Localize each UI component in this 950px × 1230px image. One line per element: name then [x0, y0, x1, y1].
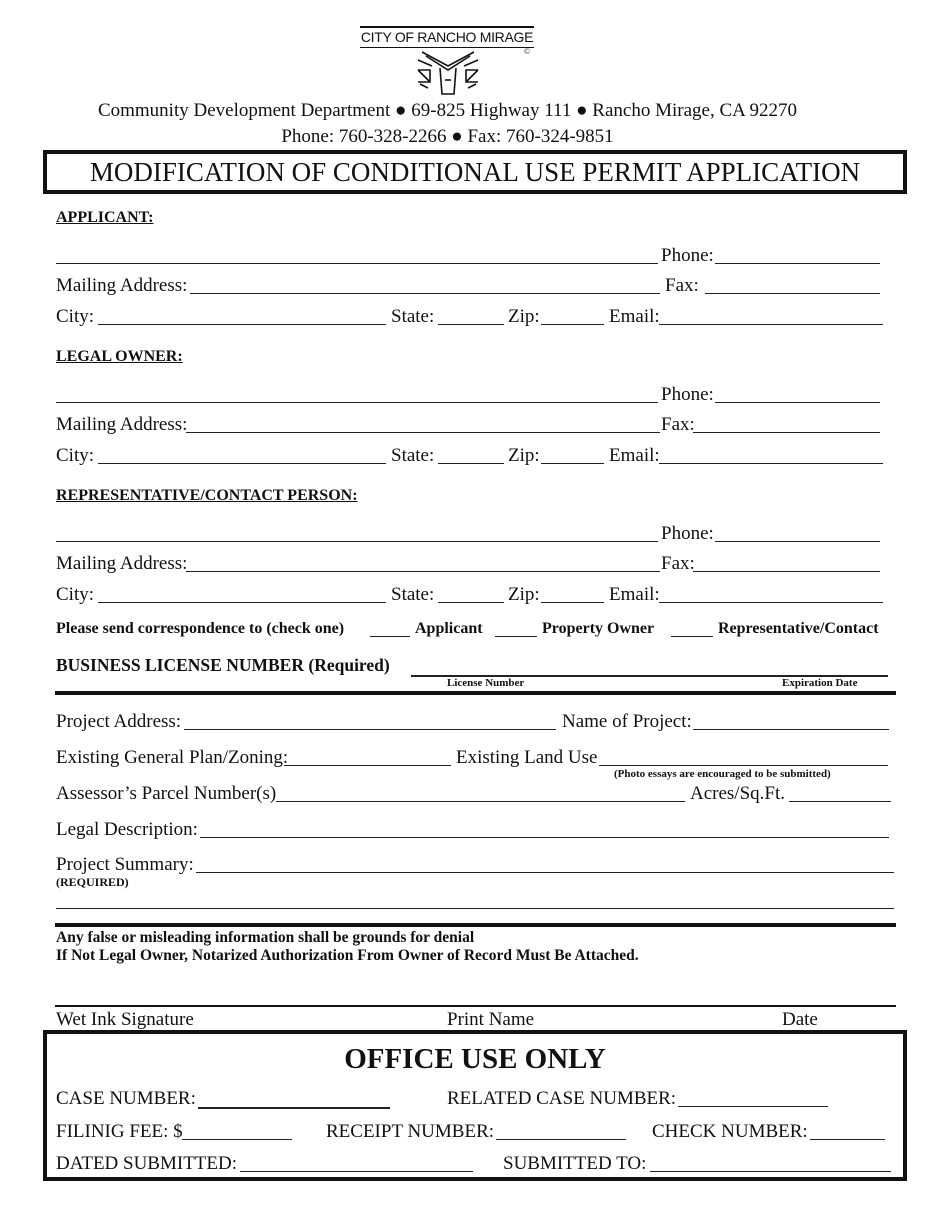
logo-copyright: © — [524, 47, 531, 56]
owner-state-field[interactable] — [438, 463, 504, 464]
project-summary-field-2[interactable] — [56, 908, 894, 909]
apn-field[interactable] — [276, 801, 685, 802]
owner-zip-label: Zip: — [508, 445, 540, 466]
city-logo — [360, 26, 536, 100]
legal-description-label: Legal Description: — [56, 819, 198, 840]
ram-emblem-icon — [412, 48, 484, 98]
license-number-caption: License Number — [447, 677, 525, 689]
applicant-mailing-label: Mailing Address: — [56, 275, 188, 296]
land-use-field[interactable] — [599, 765, 888, 766]
business-license-label: BUSINESS LICENSE NUMBER (Required) — [56, 655, 390, 675]
project-summary-required: (REQUIRED) — [56, 875, 129, 889]
applicant-email-field[interactable] — [659, 324, 883, 325]
rep-email-label: Email: — [609, 584, 660, 605]
owner-email-field[interactable] — [659, 463, 883, 464]
rep-state-label: State: — [391, 584, 435, 605]
rep-mailing-field[interactable] — [186, 571, 660, 572]
rep-mailing-label: Mailing Address: — [56, 553, 188, 574]
check-number-field[interactable] — [810, 1139, 885, 1140]
correspondence-rep-check[interactable] — [671, 636, 713, 637]
representative-heading: REPRESENTATIVE/CONTACT PERSON: — [56, 487, 358, 504]
rep-city-field[interactable] — [98, 602, 386, 603]
related-case-label: RELATED CASE NUMBER: — [447, 1088, 677, 1109]
rep-name-field[interactable] — [56, 541, 658, 542]
print-name-label: Print Name — [447, 1009, 535, 1030]
correspondence-owner-label: Property Owner — [542, 620, 655, 637]
rep-zip-field[interactable] — [541, 602, 604, 603]
applicant-zip-field[interactable] — [541, 324, 604, 325]
rep-zip-label: Zip: — [508, 584, 540, 605]
applicant-fax-label: Fax: — [665, 275, 699, 296]
applicant-fax-field[interactable] — [705, 293, 880, 294]
legal-owner-heading: LEGAL OWNER: — [56, 348, 183, 365]
warning-divider — [55, 923, 896, 927]
correspondence-owner-check[interactable] — [495, 636, 537, 637]
project-name-label: Name of Project: — [562, 711, 692, 732]
project-address-label: Project Address: — [56, 711, 182, 732]
owner-mailing-label: Mailing Address: — [56, 414, 188, 435]
project-summary-label: Project Summary: — [56, 854, 194, 875]
submitted-to-label: SUBMITTED TO: — [503, 1153, 647, 1174]
owner-mailing-field[interactable] — [186, 432, 660, 433]
applicant-phone-field[interactable] — [715, 263, 880, 264]
correspondence-applicant-check[interactable] — [370, 636, 410, 637]
owner-state-label: State: — [391, 445, 435, 466]
owner-zip-field[interactable] — [541, 463, 604, 464]
zoning-field[interactable] — [284, 765, 451, 766]
expiration-date-caption: Expiration Date — [782, 677, 858, 689]
office-use-title: OFFICE USE ONLY — [344, 1043, 606, 1075]
acres-label: Acres/Sq.Ft. — [690, 783, 785, 804]
project-name-field[interactable] — [693, 729, 889, 730]
title-box — [43, 150, 907, 194]
receipt-number-label: RECEIPT NUMBER: — [326, 1121, 495, 1142]
applicant-state-label: State: — [391, 306, 435, 327]
applicant-name-field[interactable] — [56, 263, 658, 264]
signature-label: Wet Ink Signature — [56, 1009, 194, 1030]
case-number-field[interactable] — [198, 1107, 390, 1109]
signature-line[interactable] — [55, 1005, 896, 1007]
photo-essay-note: (Photo essays are encouraged to be submitted) — [614, 768, 831, 780]
rep-phone-label: Phone: — [661, 523, 714, 544]
department-phone: Phone: 760-328-2266 ● Fax: 760-324-9851 — [281, 126, 614, 147]
logo-text: CITY OF RANCHO MIRAGE — [360, 29, 534, 45]
filing-fee-field[interactable] — [182, 1139, 292, 1140]
applicant-zip-label: Zip: — [508, 306, 540, 327]
form-title: MODIFICATION OF CONDITIONAL USE PERMIT APPLICATION — [89, 157, 861, 187]
rep-city-label: City: — [56, 584, 95, 605]
rep-fax-field[interactable] — [693, 571, 880, 572]
land-use-label: Existing Land Use — [456, 747, 598, 768]
applicant-city-field[interactable] — [98, 324, 386, 325]
case-number-label: CASE NUMBER: — [56, 1088, 196, 1109]
applicant-city-label: City: — [56, 306, 95, 327]
owner-fax-field[interactable] — [693, 432, 880, 433]
rep-state-field[interactable] — [438, 602, 504, 603]
owner-email-label: Email: — [609, 445, 660, 466]
warning-line-2: If Not Legal Owner, Notarized Authorization From Owner of Record Must Be Attached. — [56, 947, 639, 964]
section-divider — [55, 691, 896, 695]
date-submitted-field[interactable] — [240, 1171, 473, 1172]
applicant-heading: APPLICANT: — [56, 209, 154, 226]
correspondence-rep-label: Representative/Contact — [718, 620, 879, 637]
warning-line-1: Any false or misleading information shall be grounds for denial — [56, 929, 475, 946]
legal-description-field[interactable] — [200, 837, 889, 838]
correspondence-applicant-label: Applicant — [415, 620, 483, 637]
zoning-label: Existing General Plan/Zoning: — [56, 747, 289, 768]
department-address: Community Development Department ● 69-825 Highway 111 ● Rancho Mirage, CA 92270 — [97, 100, 798, 121]
rep-phone-field[interactable] — [715, 541, 880, 542]
filing-fee-label: FILINIG FEE: $ — [56, 1121, 183, 1142]
apn-label: Assessor’s Parcel Number(s) — [56, 783, 277, 804]
project-summary-field[interactable] — [196, 872, 894, 873]
project-address-field[interactable] — [184, 729, 556, 730]
related-case-field[interactable] — [678, 1106, 828, 1107]
date-submitted-label: DATED SUBMITTED: — [56, 1153, 238, 1174]
acres-field[interactable] — [789, 801, 891, 802]
rep-email-field[interactable] — [659, 602, 883, 603]
owner-name-field[interactable] — [56, 402, 658, 403]
applicant-email-label: Email: — [609, 306, 660, 327]
owner-phone-field[interactable] — [715, 402, 880, 403]
owner-phone-label: Phone: — [661, 384, 714, 405]
check-number-label: CHECK NUMBER: — [652, 1121, 808, 1142]
owner-city-field[interactable] — [98, 463, 386, 464]
owner-fax-label: Fax: — [661, 414, 695, 435]
correspondence-prompt: Please send correspondence to (check one) — [56, 620, 345, 637]
date-label: Date — [782, 1009, 818, 1030]
rep-fax-label: Fax: — [661, 553, 695, 574]
owner-city-label: City: — [56, 445, 95, 466]
applicant-phone-label: Phone: — [661, 245, 714, 266]
applicant-state-field[interactable] — [438, 324, 504, 325]
applicant-mailing-field[interactable] — [190, 293, 660, 294]
submitted-to-field[interactable] — [650, 1171, 891, 1172]
receipt-number-field[interactable] — [496, 1139, 626, 1140]
